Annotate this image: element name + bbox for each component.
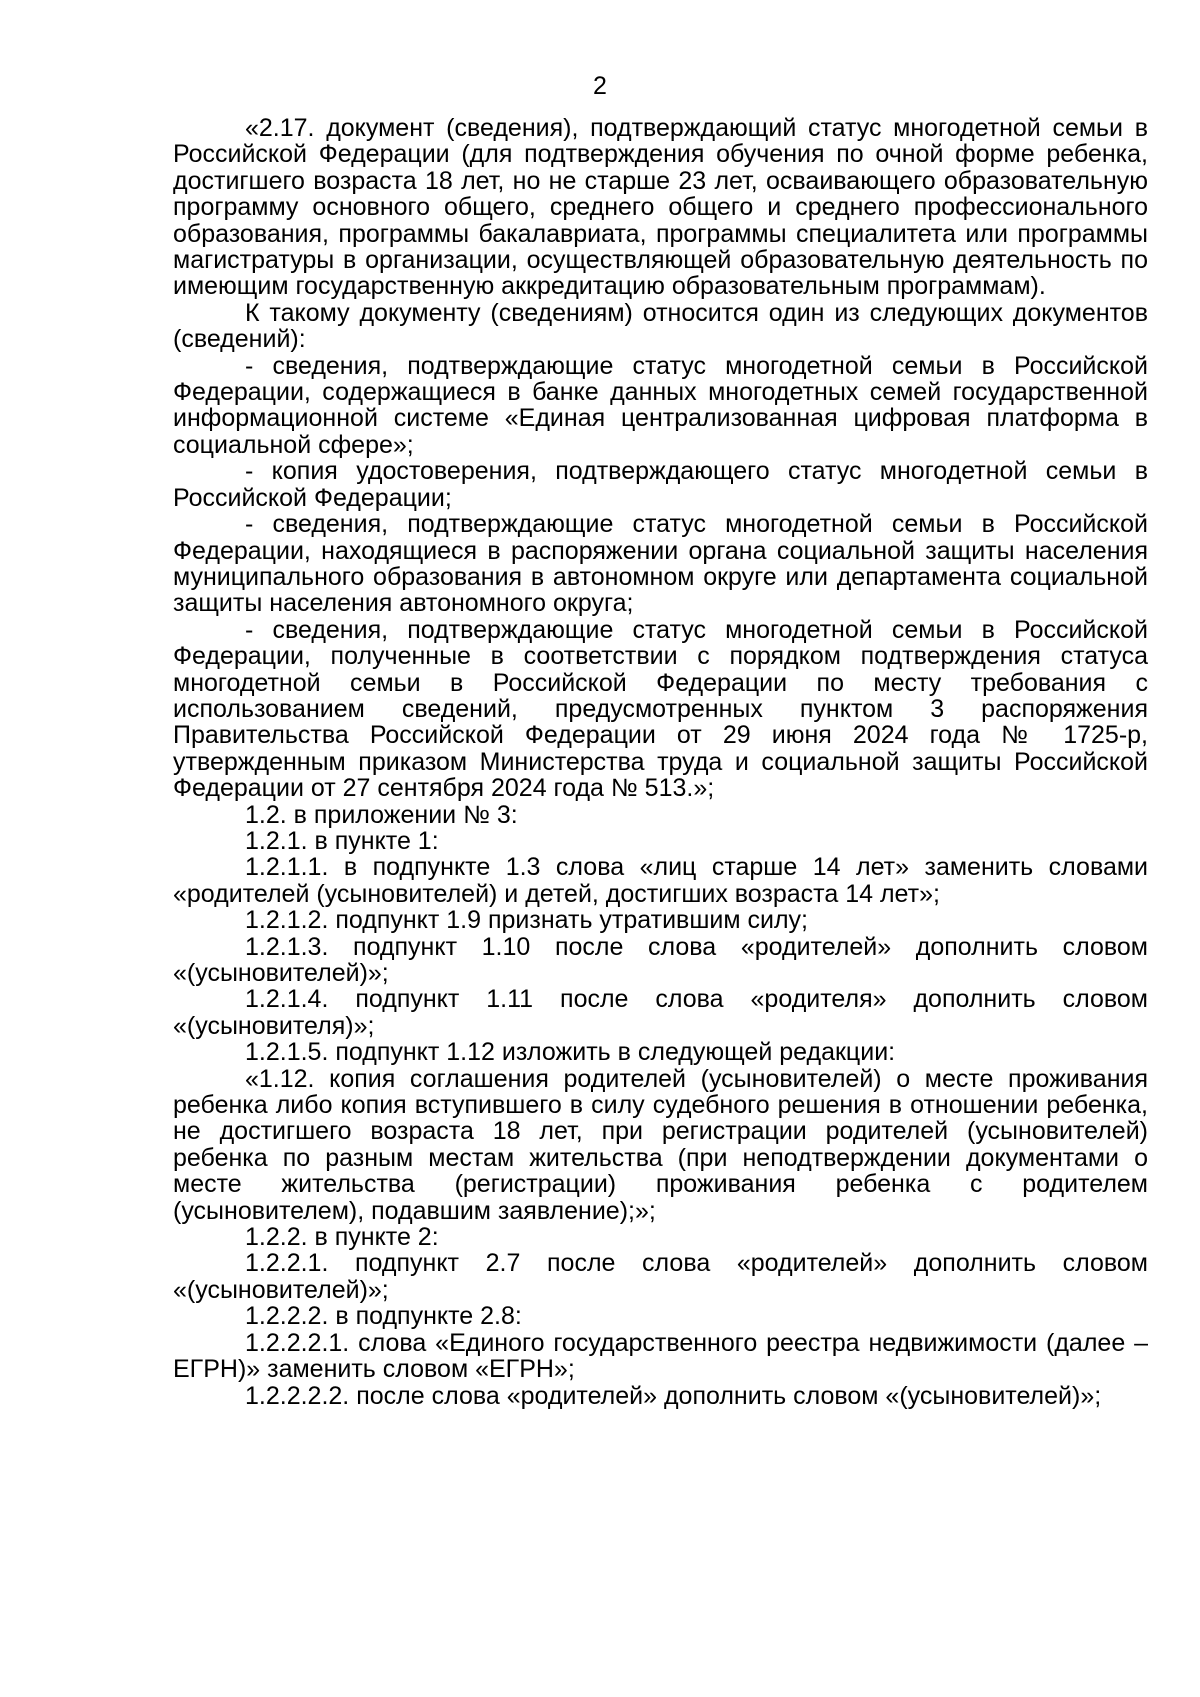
- paragraph-1-2-1-1: 1.2.1.1. в подпункте 1.3 слова «лиц старше 14 лет» заменить словами «родителей (усыновителей) и детей, достигших возраста 14 лет»;: [173, 853, 1148, 908]
- paragraph-documents-list-intro: К такому документу (сведениям) относится один из следующих документов (сведений):: [173, 298, 1148, 354]
- paragraph-1-2-1-2: 1.2.1.2. подпункт 1.9 признать утратившим силу;: [245, 906, 808, 935]
- page-number: 2: [593, 72, 607, 100]
- paragraph-1-2: 1.2. в приложении № 3:: [245, 800, 518, 829]
- paragraph-list-item: - сведения, подтверждающие статус многодетной семьи в Российской Федерации, полученные в соответствии с порядком подтверждения статуса многодетной семьи в Российской Федерации по месту требования с использованием сведений, предусмотренных пунктом 3 распоряжения Правительства Российской Федерации от 29 июня 2024 года № 1725-р, утвержденным приказом Министерства труда и социальной защиты Российской Федерации от 27 сентября 2024 года № 513.»;: [173, 615, 1148, 803]
- paragraph-1-2-1-5: 1.2.1.5. подпункт 1.12 изложить в следующей редакции:: [245, 1038, 896, 1067]
- paragraph-1-2-1-4: 1.2.1.4. подпункт 1.11 после слова «родителя» дополнить словом «(усыновителя)»;: [173, 985, 1148, 1040]
- paragraph-1-2-1-3: 1.2.1.3. подпункт 1.10 после слова «родителей» дополнить словом «(усыновителей)»;: [173, 932, 1148, 987]
- paragraph-1-2-1: 1.2.1. в пункте 1:: [245, 826, 439, 855]
- paragraph-1-2-2-2-2: 1.2.2.2.2. после слова «родителей» дополнить словом «(усыновителей)»;: [245, 1381, 1102, 1410]
- paragraph-list-item: - копия удостоверения, подтверждающего статус многодетной семьи в Российской Федерации;: [173, 457, 1148, 512]
- document-body: [173, 115, 1148, 1409]
- paragraph-1-2-2: 1.2.2. в пункте 2:: [245, 1223, 439, 1252]
- paragraph-1-12-text: «1.12. копия соглашения родителей (усыновителей) о месте проживания ребенка либо копия вступившего в силу судебного решения в отношении ребенка, не достигшего возраста 18 лет, при регистрации родителей (усыновителей) ребенка по разным местам жительства (при неподтверждении документами о месте жительства (регистрации) проживания ребенка с родителем (усыновителем), подавшим заявление);»;: [173, 1064, 1148, 1225]
- paragraph-list-item: - сведения, подтверждающие статус многодетной семьи в Российской Федерации, содержащиеся в банке данных многодетных семей государственной информационной системе «Единая централизованная цифровая платформа в социальной сфере»;: [173, 351, 1148, 459]
- paragraph-list-item: - сведения, подтверждающие статус многодетной семьи в Российской Федерации, находящиеся в распоряжении органа социальной защиты населения муниципального образования в автономном округе или департамента социальной защиты населения автономного округа;: [173, 510, 1148, 618]
- paragraph-1-2-2-2-1: 1.2.2.2.1. слова «Единого государственного реестра недвижимости (далее – ЕГРН)» заменить словом «ЕГРН»;: [173, 1328, 1148, 1384]
- paragraph-1-2-2-2: 1.2.2.2. в подпункте 2.8:: [245, 1302, 522, 1331]
- paragraph-1-2-2-1: 1.2.2.1. подпункт 2.7 после слова «родителей» дополнить словом «(усыновителей)»;: [173, 1249, 1148, 1304]
- paragraph-2-17: «2.17. документ (сведения), подтверждающий статус многодетной семьи в Российской Федерации (для подтверждения обучения по очной форме ребенка, достигшего возраста 18 лет, но не старше 23 лет, осваивающего образовательную программу основного общего, среднего общего и среднего профессионального образования, программы бакалавриата, программы специалитета или программы магистратуры в организации, осуществляющей образовательную деятельность по имеющим государственную аккредитацию образовательным программам).: [173, 114, 1148, 301]
